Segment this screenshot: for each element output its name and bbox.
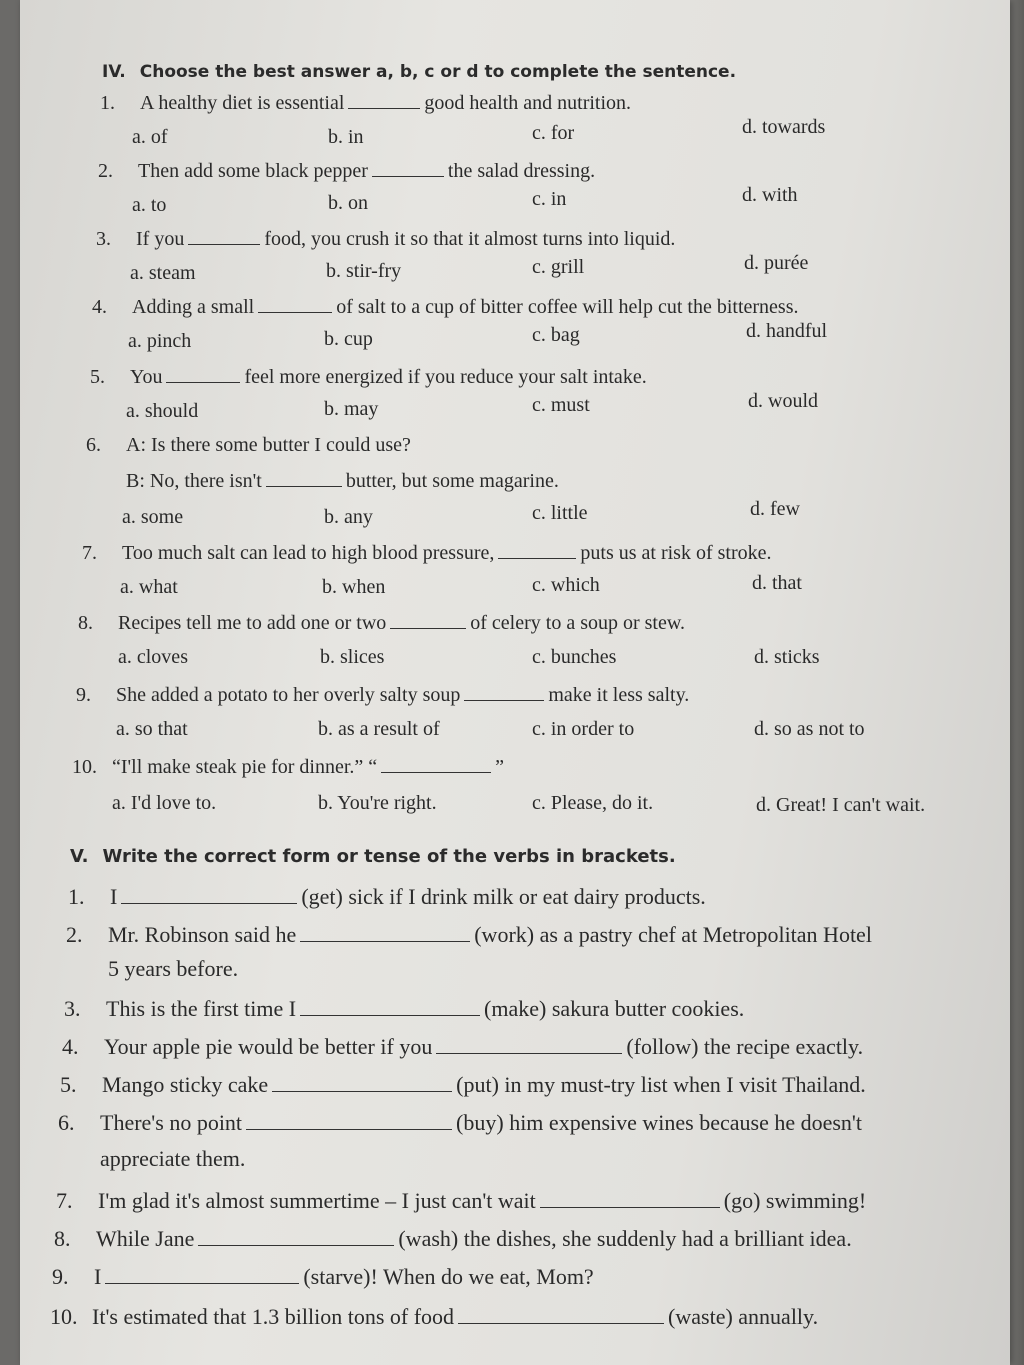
option-c[interactable]: c. for: [532, 122, 575, 144]
option-c[interactable]: c. grill: [532, 256, 585, 278]
option-b[interactable]: b. on: [328, 192, 368, 214]
option-b[interactable]: b. cup: [324, 328, 373, 350]
question-line: 9. She added a potato to her overly salty soup make it less salty.: [76, 684, 690, 706]
question-line: B: No, there isn't butter, but some magarine.: [126, 470, 559, 492]
option-b[interactable]: b. You're right.: [318, 792, 437, 814]
answer-blank[interactable]: [198, 1227, 394, 1246]
question-line: 7. Too much salt can lead to high blood pressure, puts us at risk of stroke.: [82, 542, 772, 564]
answer-blank[interactable]: [266, 468, 342, 487]
section-5-heading: [70, 846, 676, 867]
option-a[interactable]: a. what: [120, 576, 178, 598]
answer-blank[interactable]: [464, 682, 544, 701]
section-5-title: Write the correct form or tense of the verbs in brackets.: [102, 846, 676, 867]
question-line: 8. Recipes tell me to add one or two of celery to a soup or stew.: [78, 612, 686, 634]
section-4-title: Choose the best answer a, b, c or d to complete the sentence.: [139, 62, 737, 82]
answer-blank[interactable]: [258, 294, 332, 313]
option-a[interactable]: a. to: [132, 194, 167, 216]
answer-blank[interactable]: [246, 1111, 452, 1130]
option-d[interactable]: d. purée: [744, 252, 809, 274]
option-a[interactable]: a. steam: [130, 262, 196, 284]
answer-blank[interactable]: [105, 1265, 299, 1284]
answer-blank[interactable]: [436, 1035, 622, 1054]
option-a[interactable]: a. I'd love to.: [112, 792, 217, 814]
question-line: 5. Mango sticky cake (put) in my must-try list when I visit Thailand.: [60, 1072, 866, 1097]
option-a[interactable]: a. so that: [116, 718, 188, 740]
option-d[interactable]: d. sticks: [754, 646, 820, 668]
question-line: 8. While Jane (wash) the dishes, she suddenly had a brilliant idea.: [54, 1226, 852, 1251]
answer-blank[interactable]: [381, 754, 491, 773]
option-b[interactable]: b. any: [324, 506, 373, 528]
answer-blank[interactable]: [300, 997, 480, 1016]
question-line: 1. I (get) sick if I drink milk or eat dairy products.: [68, 884, 706, 909]
question-line: 4. Adding a small of salt to a cup of bitter coffee will help cut the bitterness.: [92, 296, 799, 318]
option-a[interactable]: a. some: [122, 506, 184, 528]
option-b[interactable]: b. in: [328, 126, 364, 148]
answer-blank[interactable]: [458, 1305, 664, 1324]
option-b[interactable]: b. when: [322, 576, 386, 598]
answer-blank[interactable]: [498, 540, 576, 559]
answer-blank[interactable]: [121, 885, 297, 904]
option-c[interactable]: c. Please, do it.: [532, 792, 654, 814]
option-c[interactable]: c. bunches: [532, 646, 617, 668]
option-d[interactable]: d. Great! I can't wait.: [756, 794, 926, 816]
question-line: 3. If you food, you crush it so that it almost turns into liquid.: [96, 228, 676, 250]
option-c[interactable]: c. must: [532, 394, 590, 416]
question-line: 3. This is the first time I (make) sakura butter cookies.: [64, 996, 745, 1021]
option-a[interactable]: a. of: [132, 126, 168, 148]
question-line: 2. Then add some black pepper the salad dressing.: [98, 160, 596, 182]
answer-blank[interactable]: [272, 1073, 452, 1092]
option-c[interactable]: c. which: [532, 574, 600, 596]
question-line-continued: 5 years before.: [108, 956, 239, 981]
answer-blank[interactable]: [390, 610, 466, 629]
question-line: 10. “I'll make steak pie for dinner.” “ ”: [72, 756, 505, 778]
answer-blank[interactable]: [188, 226, 260, 245]
question-line: 7. I'm glad it's almost summertime – I just can't wait (go) swimming!: [56, 1188, 867, 1213]
answer-blank[interactable]: [372, 158, 444, 177]
option-b[interactable]: b. stir-fry: [326, 260, 402, 282]
option-c[interactable]: c. little: [532, 502, 588, 524]
option-c[interactable]: c. bag: [532, 324, 580, 346]
option-a[interactable]: a. should: [126, 400, 199, 422]
option-d[interactable]: d. towards: [742, 116, 826, 138]
option-d[interactable]: d. few: [750, 498, 800, 520]
section-4-number: IV.: [102, 62, 126, 82]
answer-blank[interactable]: [300, 923, 470, 942]
answer-blank[interactable]: [540, 1189, 720, 1208]
option-d[interactable]: d. so as not to: [754, 718, 865, 740]
question-line: 6. A: Is there some butter I could use?: [86, 434, 411, 456]
option-b[interactable]: b. slices: [320, 646, 385, 668]
question-line: 1. A healthy diet is essential good health and nutrition.: [100, 92, 632, 114]
option-c[interactable]: c. in order to: [532, 718, 635, 740]
worksheet-page: [20, 0, 1010, 1365]
option-b[interactable]: b. as a result of: [318, 718, 440, 740]
option-d[interactable]: d. handful: [746, 320, 828, 342]
question-line: 9. I (starve)! When do we eat, Mom?: [52, 1264, 594, 1289]
section-4-heading: [102, 62, 736, 82]
answer-blank[interactable]: [348, 90, 420, 109]
question-line: 10. It's estimated that 1.3 billion tons of food (waste) annually.: [50, 1304, 819, 1329]
question-line: 5. You feel more energized if you reduce your salt intake.: [90, 366, 647, 388]
option-c[interactable]: c. in: [532, 188, 567, 210]
option-d[interactable]: d. would: [748, 390, 818, 412]
option-d[interactable]: d. with: [742, 184, 798, 206]
question-line: 4. Your apple pie would be better if you (follow) the recipe exactly.: [62, 1034, 864, 1059]
option-a[interactable]: a. cloves: [118, 646, 188, 668]
option-a[interactable]: a. pinch: [128, 330, 192, 352]
option-b[interactable]: b. may: [324, 398, 379, 420]
question-line-continued: appreciate them.: [100, 1146, 246, 1171]
question-line: 2. Mr. Robinson said he (work) as a pastry chef at Metropolitan Hotel: [66, 922, 872, 947]
question-line: 6. There's no point (buy) him expensive wines because he doesn't: [58, 1110, 863, 1135]
answer-blank[interactable]: [166, 364, 240, 383]
section-5-number: V.: [70, 846, 89, 867]
option-d[interactable]: d. that: [752, 572, 802, 594]
